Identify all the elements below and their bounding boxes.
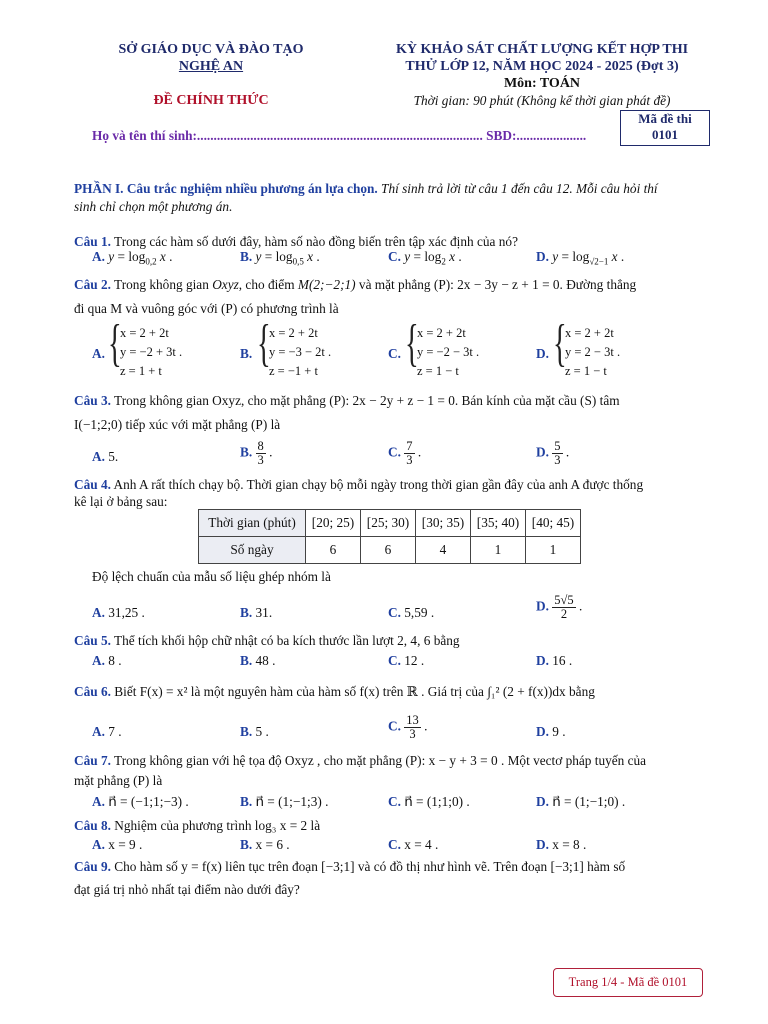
q3-option-a: A. 5. <box>92 449 119 464</box>
q1-option-d: D. $y = \log_{√2-1} x$ . <box>536 249 625 267</box>
table-cell: 1 <box>471 537 526 564</box>
q8-option-b: B. x = 6 . <box>240 837 290 852</box>
question-1-text: Trong các hàm số dưới đây, hàm số nào đồng biến trên tập xác định của nó? <box>110 234 518 249</box>
question-7: Câu 7. Trong không gian với hệ tọa độ Oxyz , cho mặt phẳng (P): x − y + 3 = 0 . Một vectơ pháp tuyến của <box>74 753 647 768</box>
question-4-prompt: Độ lệch chuẩn của mẫu số liệu ghép nhóm là <box>92 569 331 584</box>
question-2-label: Câu 2. <box>74 277 111 292</box>
province-name: NGHỆ AN <box>178 59 244 74</box>
table-header-cell: [25; 30) <box>361 510 416 537</box>
frequency-table <box>198 509 581 564</box>
q8-option-a: A. x = 9 . <box>92 837 143 852</box>
q1-option-a: A. $y = \log_{0,2} x$ . <box>92 249 173 267</box>
q8-option-d: D. x = 8 . <box>536 837 587 852</box>
question-2: Câu 2. Trong không gian Oxyz, cho điểm M(2;−2;1) và mặt phẳng (P): 2x − 3y − z + 1 = 0. Đường thẳng <box>74 277 637 292</box>
q8-option-c: C. x = 4 . <box>388 837 439 852</box>
student-info-line: Họ và tên thí sinh:...................................................................................... SBD:..................... <box>92 128 587 143</box>
question-6: Câu 6. Biết F(x) = x² là một nguyên hàm của hàm số f(x) trên ℝ . Giá trị của ∫₁² (2 + f(x))dx bằng <box>74 684 595 699</box>
exam-code-box <box>620 110 710 146</box>
page-footer: Trang 1/4 - Mã đề 0101 <box>553 968 703 997</box>
q7-option-c: C. n⃗ = (1;1;0) . <box>388 794 470 809</box>
exam-subtitle: THỬ LỚP 12, NĂM HỌC 2024 - 2025 (Đợt 3) <box>405 59 679 74</box>
part1-title: PHẦN I. Câu trắc nghiệm nhiều phương án lựa chọn. <box>74 181 378 196</box>
q4-option-a: A. 31,25 . <box>92 605 145 620</box>
question-3: Câu 3. Trong không gian Oxyz, cho mặt phẳng (P): 2x − 2y + z − 1 = 0. Bán kính của mặt cầu (S) tâm <box>74 393 620 408</box>
table-cell: 6 <box>306 537 361 564</box>
q2-option-a-label: A. <box>92 346 105 361</box>
q1-option-c: C. $y = \log_2 x$ . <box>388 249 462 267</box>
q7-option-a: A. n⃗ = (−1;1;−3) . <box>92 794 189 809</box>
question-3-line2: I(−1;2;0) tiếp xúc với mặt phẳng (P) là <box>74 417 281 432</box>
q6-option-a: A. 7 . <box>92 724 122 739</box>
table-header-cell: Thời gian (phút) <box>199 510 306 537</box>
exam-code-value: 0101 <box>652 127 678 142</box>
official-label: ĐỀ CHÍNH THỨC <box>153 93 269 108</box>
q2-option-c-system: { x = 2 + 2t y = −2 − 3t . z = 1 − t <box>405 315 480 378</box>
question-5: Câu 5. Thể tích khối hộp chữ nhật có ba kích thước lần lượt 2, 4, 6 bằng <box>74 633 460 648</box>
q6-option-c: C. $\frac{13}{3}$ . <box>388 713 428 741</box>
q6-option-b: B. 5 . <box>240 724 269 739</box>
question-4-line2: kê lại ở bảng sau: <box>74 494 168 509</box>
q5-option-c: C. 12 . <box>388 653 425 668</box>
table-header-cell: [20; 25) <box>306 510 361 537</box>
question-9-line2: đạt giá trị nhỏ nhất tại điểm nào dưới đây? <box>74 882 300 897</box>
question-7-line2: mặt phẳng (P) là <box>74 773 163 788</box>
table-header-cell: [30; 35) <box>416 510 471 537</box>
q1-option-b: B. $y = \log_{0,5} x$ . <box>240 249 320 267</box>
table-cell: Số ngày <box>199 537 306 564</box>
q2-option-d-label: D. <box>536 346 549 361</box>
table-row <box>199 537 581 564</box>
exam-time: Thời gian: 90 phút (Không kể thời gian phát đề) <box>413 93 671 108</box>
exam-code-label: Mã đề thi <box>638 111 692 126</box>
q2-option-b-system: { x = 2 + 2t y = −3 − 2t . z = −1 + t <box>257 315 332 378</box>
question-1 <box>74 233 518 250</box>
q5-option-a: A. 8 . <box>92 653 122 668</box>
q5-option-b: B. 48 . <box>240 653 276 668</box>
q2-option-a-system: { x = 2 + 2t y = −2 + 3t . z = 1 + t <box>108 315 183 378</box>
q3-option-b: B. $\frac{8}{3}$ . <box>240 439 273 467</box>
subject: Môn: TOÁN <box>503 76 581 91</box>
table-cell: 4 <box>416 537 471 564</box>
exam-title: KỲ KHẢO SÁT CHẤT LƯỢNG KẾT HỢP THI <box>395 42 689 57</box>
q7-option-b: B. n⃗ = (1;−1;3) . <box>240 794 329 809</box>
q3-option-c: C. $\frac{7}{3}$ . <box>388 439 422 467</box>
table-cell: 1 <box>526 537 581 564</box>
part1-heading <box>74 180 714 197</box>
question-4: Câu 4. Anh A rất thích chạy bộ. Thời gian chạy bộ mỗi ngày trong thời gian gần đây của anh A được thống <box>74 477 644 492</box>
q2-option-b-label: B. <box>240 346 253 361</box>
part1-instruction: Thí sinh trả lời từ câu 1 đến câu 12. Mỗi câu hỏi thí <box>377 181 658 196</box>
q3-option-d: D. $\frac{5}{3}$ . <box>536 439 570 467</box>
q4-option-c: C. 5,59 . <box>388 605 435 620</box>
question-1-label: Câu 1. <box>74 234 111 249</box>
q7-option-d: D. n⃗ = (1;−1;0) . <box>536 794 626 809</box>
department-name: SỞ GIÁO DỤC VÀ ĐÀO TẠO <box>118 42 304 57</box>
table-cell: 6 <box>361 537 416 564</box>
question-8: Câu 8. Nghiệm của phương trình log₃ x = 2 là <box>74 818 321 833</box>
q4-option-d: D. $\frac{5√5}{2}$ . <box>536 593 583 621</box>
part1-instruction-line2: sinh chỉ chọn một phương án. <box>74 199 233 214</box>
q2-option-d-system: { x = 2 + 2t y = 2 − 3t . z = 1 − t <box>553 315 621 378</box>
table-header-cell: [40; 45) <box>526 510 581 537</box>
q5-option-d: D. 16 . <box>536 653 573 668</box>
question-2-line2: đi qua M và vuông góc với (P) có phương trình là <box>74 301 339 316</box>
question-9: Câu 9. Cho hàm số y = f(x) liên tục trên đoạn [−3;1] và có đồ thị như hình vẽ. Trên đoạn [−3;1] hàm số <box>74 859 626 874</box>
q2-option-c-label: C. <box>388 346 401 361</box>
table-row <box>199 510 581 537</box>
q4-option-b: B. 31. <box>240 605 273 620</box>
table-header-cell: [35; 40) <box>471 510 526 537</box>
q6-option-d: D. 9 . <box>536 724 566 739</box>
